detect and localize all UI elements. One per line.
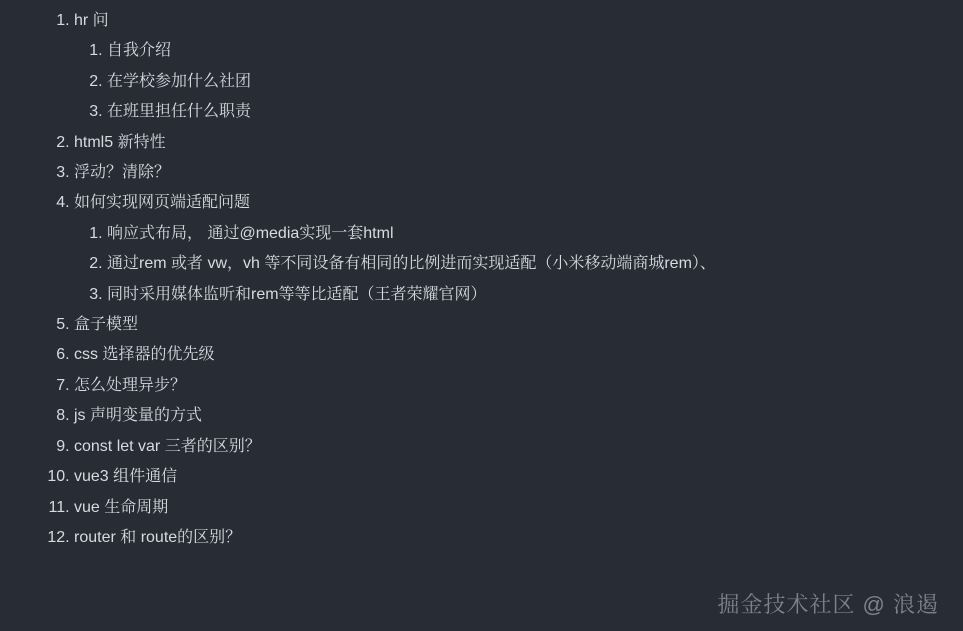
list-item-label: 如何实现网页端适配问题 <box>74 194 251 212</box>
list-item-label: 浮动？清除？ <box>74 164 171 182</box>
list-item-label: 盒子模型 <box>74 316 139 334</box>
list-item <box>74 158 963 188</box>
list-item <box>74 128 963 158</box>
list-item <box>74 371 963 401</box>
sublist <box>74 219 963 310</box>
list-item-label: 怎么处理异步？ <box>74 376 187 394</box>
list-item <box>107 280 963 310</box>
list-item-label: router 和 route的区别？ <box>74 528 242 546</box>
list-item <box>74 432 963 462</box>
list-item <box>107 67 963 97</box>
list-item <box>107 249 963 279</box>
list-item <box>107 97 963 127</box>
list-item-label: 通过rem 或者 vw，vh 等不同设备有相同的比例进而实现适配（小米移动端商城rem）、 <box>107 255 716 273</box>
list-item <box>74 310 963 340</box>
list-item <box>107 219 963 249</box>
list-item <box>74 340 963 370</box>
sublist <box>74 36 963 127</box>
watermark: 掘金技术社区 @ 浪遏 <box>717 592 939 617</box>
list-item-label: 响应式布局， 通过@media实现一套html <box>107 224 394 242</box>
list-item-label: vue3 组件通信 <box>74 468 178 486</box>
list-item-label: vue 生命周期 <box>74 498 169 516</box>
list-item-label: html5 新特性 <box>74 133 166 151</box>
list-item-label: 在班里担任什么职责 <box>107 103 252 121</box>
list-item-label: const let var 三者的区别？ <box>74 437 261 455</box>
list-item <box>74 6 963 128</box>
list-item <box>74 462 963 492</box>
list-item-label: js 声明变量的方式 <box>74 407 203 425</box>
list-item-label: 同时采用媒体监听和rem等等比适配（王者荣耀官网） <box>107 285 487 303</box>
list-item <box>74 188 963 310</box>
list-item <box>74 401 963 431</box>
outline-list <box>0 6 963 553</box>
list-item <box>107 36 963 66</box>
list-item-label: 在学校参加什么社团 <box>107 72 252 90</box>
list-item <box>74 523 963 553</box>
list-item-label: 自我介绍 <box>107 42 172 60</box>
list-item <box>74 493 963 523</box>
list-item-label: hr 问 <box>74 12 109 29</box>
list-item-label: css 选择器的优先级 <box>74 346 215 364</box>
